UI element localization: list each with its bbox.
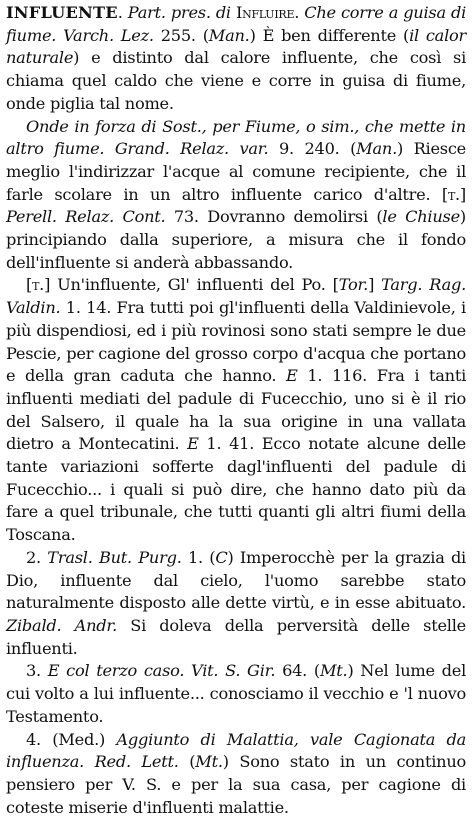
text-run: 255. ( [154, 26, 209, 45]
text-run: ) e distinto dal calore influente, che così si chiama quel caldo che viene e corre in guisa di fiume, onde piglia tal nome. [6, 48, 466, 112]
sense-number: 2. [26, 548, 47, 567]
source-tag: Mt. [195, 752, 222, 771]
text-run: ] [368, 275, 381, 294]
text-run: ) Riesce meglio l'indirizzar l'acque al comune recipiente, che il farle scolare in un altro influente carico d'altre. [ [6, 139, 466, 203]
source-tag: Tor. [339, 275, 368, 294]
source-tag: Man. [356, 139, 397, 158]
text-run: 1. ( [182, 548, 216, 567]
text-run: ) Sono stato in un continuo pensiero per V. S. e per la sua casa, per cagione di coteste miserie d'influenti malattie. [6, 752, 466, 816]
text-run: ) principiando dalla superiore, a misura che il fondo dell'influente si anderà abbassando. [6, 207, 466, 271]
citation: E [187, 434, 199, 453]
text-run: 73. Dovranno demolirsi ( [165, 207, 382, 226]
text-run: 1. 116. Fra i tanti influenti mediati del padule di Fucecchio, uno si è il rio del Salsero, il quale ha la sua origine in una vallata dietro a Montecatini. [6, 366, 466, 453]
headword: INFLUENTE [6, 3, 118, 22]
sense-paragraph-4 [6, 729, 466, 819]
source-tag: C [215, 548, 227, 567]
sense-definition: E col terzo caso. Vit. S. Gir. [48, 661, 276, 680]
sense-number: 3. [26, 661, 48, 680]
text-run: ] [460, 185, 466, 204]
citation: Targ. Rag. Valdin. [6, 275, 466, 317]
source-tag: Man. [209, 26, 250, 45]
text-run: ] Un'influente, Gl' influenti del Po. [ [44, 275, 339, 294]
sense-paragraph-noun [6, 116, 466, 275]
text-run: ( [179, 752, 196, 771]
citation: E [286, 366, 298, 385]
text-run: 64. ( [275, 661, 320, 680]
editor-tag: t. [32, 275, 44, 294]
source-tag: Mt. [320, 661, 347, 680]
text-run: ) È ben differente ( [250, 26, 410, 45]
text-run: 1. 14. Fra tutti poi gl'influenti della Valdinievole, i più dispendiosi, ed i più rovinosi sono stati sempre le due Pescie, per cagione del grosso corpo d'acqua che portano e della gran caduta che hanno. [6, 298, 466, 385]
dictionary-entry [6, 2, 466, 819]
sense-definition: Aggiunto di Malattia, vale Cagionata da influenza. Red. Lett. [6, 730, 466, 772]
citation: Zibald. Andr. [6, 616, 117, 635]
sense-paragraph-examples [6, 274, 466, 546]
text-run: . [118, 3, 128, 22]
italic-run: le Chiuse [382, 207, 460, 226]
text-run: . [294, 3, 304, 22]
sense-paragraph-3 [6, 660, 466, 728]
text-run: ) Nel lume del cui volto a lui influente... conosciamo il vecchio e 'l nuovo Testamento. [6, 661, 466, 725]
italic-run: il calor naturale [6, 26, 466, 68]
citation: Trasl. But. Purg. [47, 548, 181, 567]
editor-tag: t. [448, 185, 460, 204]
text-run: 9. 240. ( [268, 139, 356, 158]
text-run: 1. 41. Ecco notate alcune delle tante variazioni sofferte dagl'influenti del padule di Fucecchio... i quali si può dire, che hanno dato più da fare a quel tribunale, che tutti quanti gli altri fiumi della Toscana. [6, 434, 466, 544]
cross-reference: Influire [236, 3, 294, 22]
definition-and-citation: Che corre a guisa di fiume. Varch. Lez. [6, 3, 466, 45]
italic-run: Part. pres. di [128, 3, 236, 22]
text-run: [ [26, 275, 32, 294]
citation: Perell. Relaz. Cont. [6, 207, 165, 226]
sense-paragraph-2 [6, 547, 466, 661]
sense-number: 4. (Med.) [26, 730, 116, 749]
text-run: Si doleva della perversità delle stelle influenti. [6, 616, 466, 658]
sense-definition: Onde in forza di Sost., per Fiume, o sim., che mette in altro fiume. Grand. Relaz. var. [6, 117, 466, 159]
sense-paragraph-main [6, 2, 466, 116]
text-run: ) Imperocchè per la grazia di Dio, influente dal cielo, l'uomo sarebbe stato naturalmente disposto alle dette virtù, e in esse abituato. [6, 548, 466, 612]
